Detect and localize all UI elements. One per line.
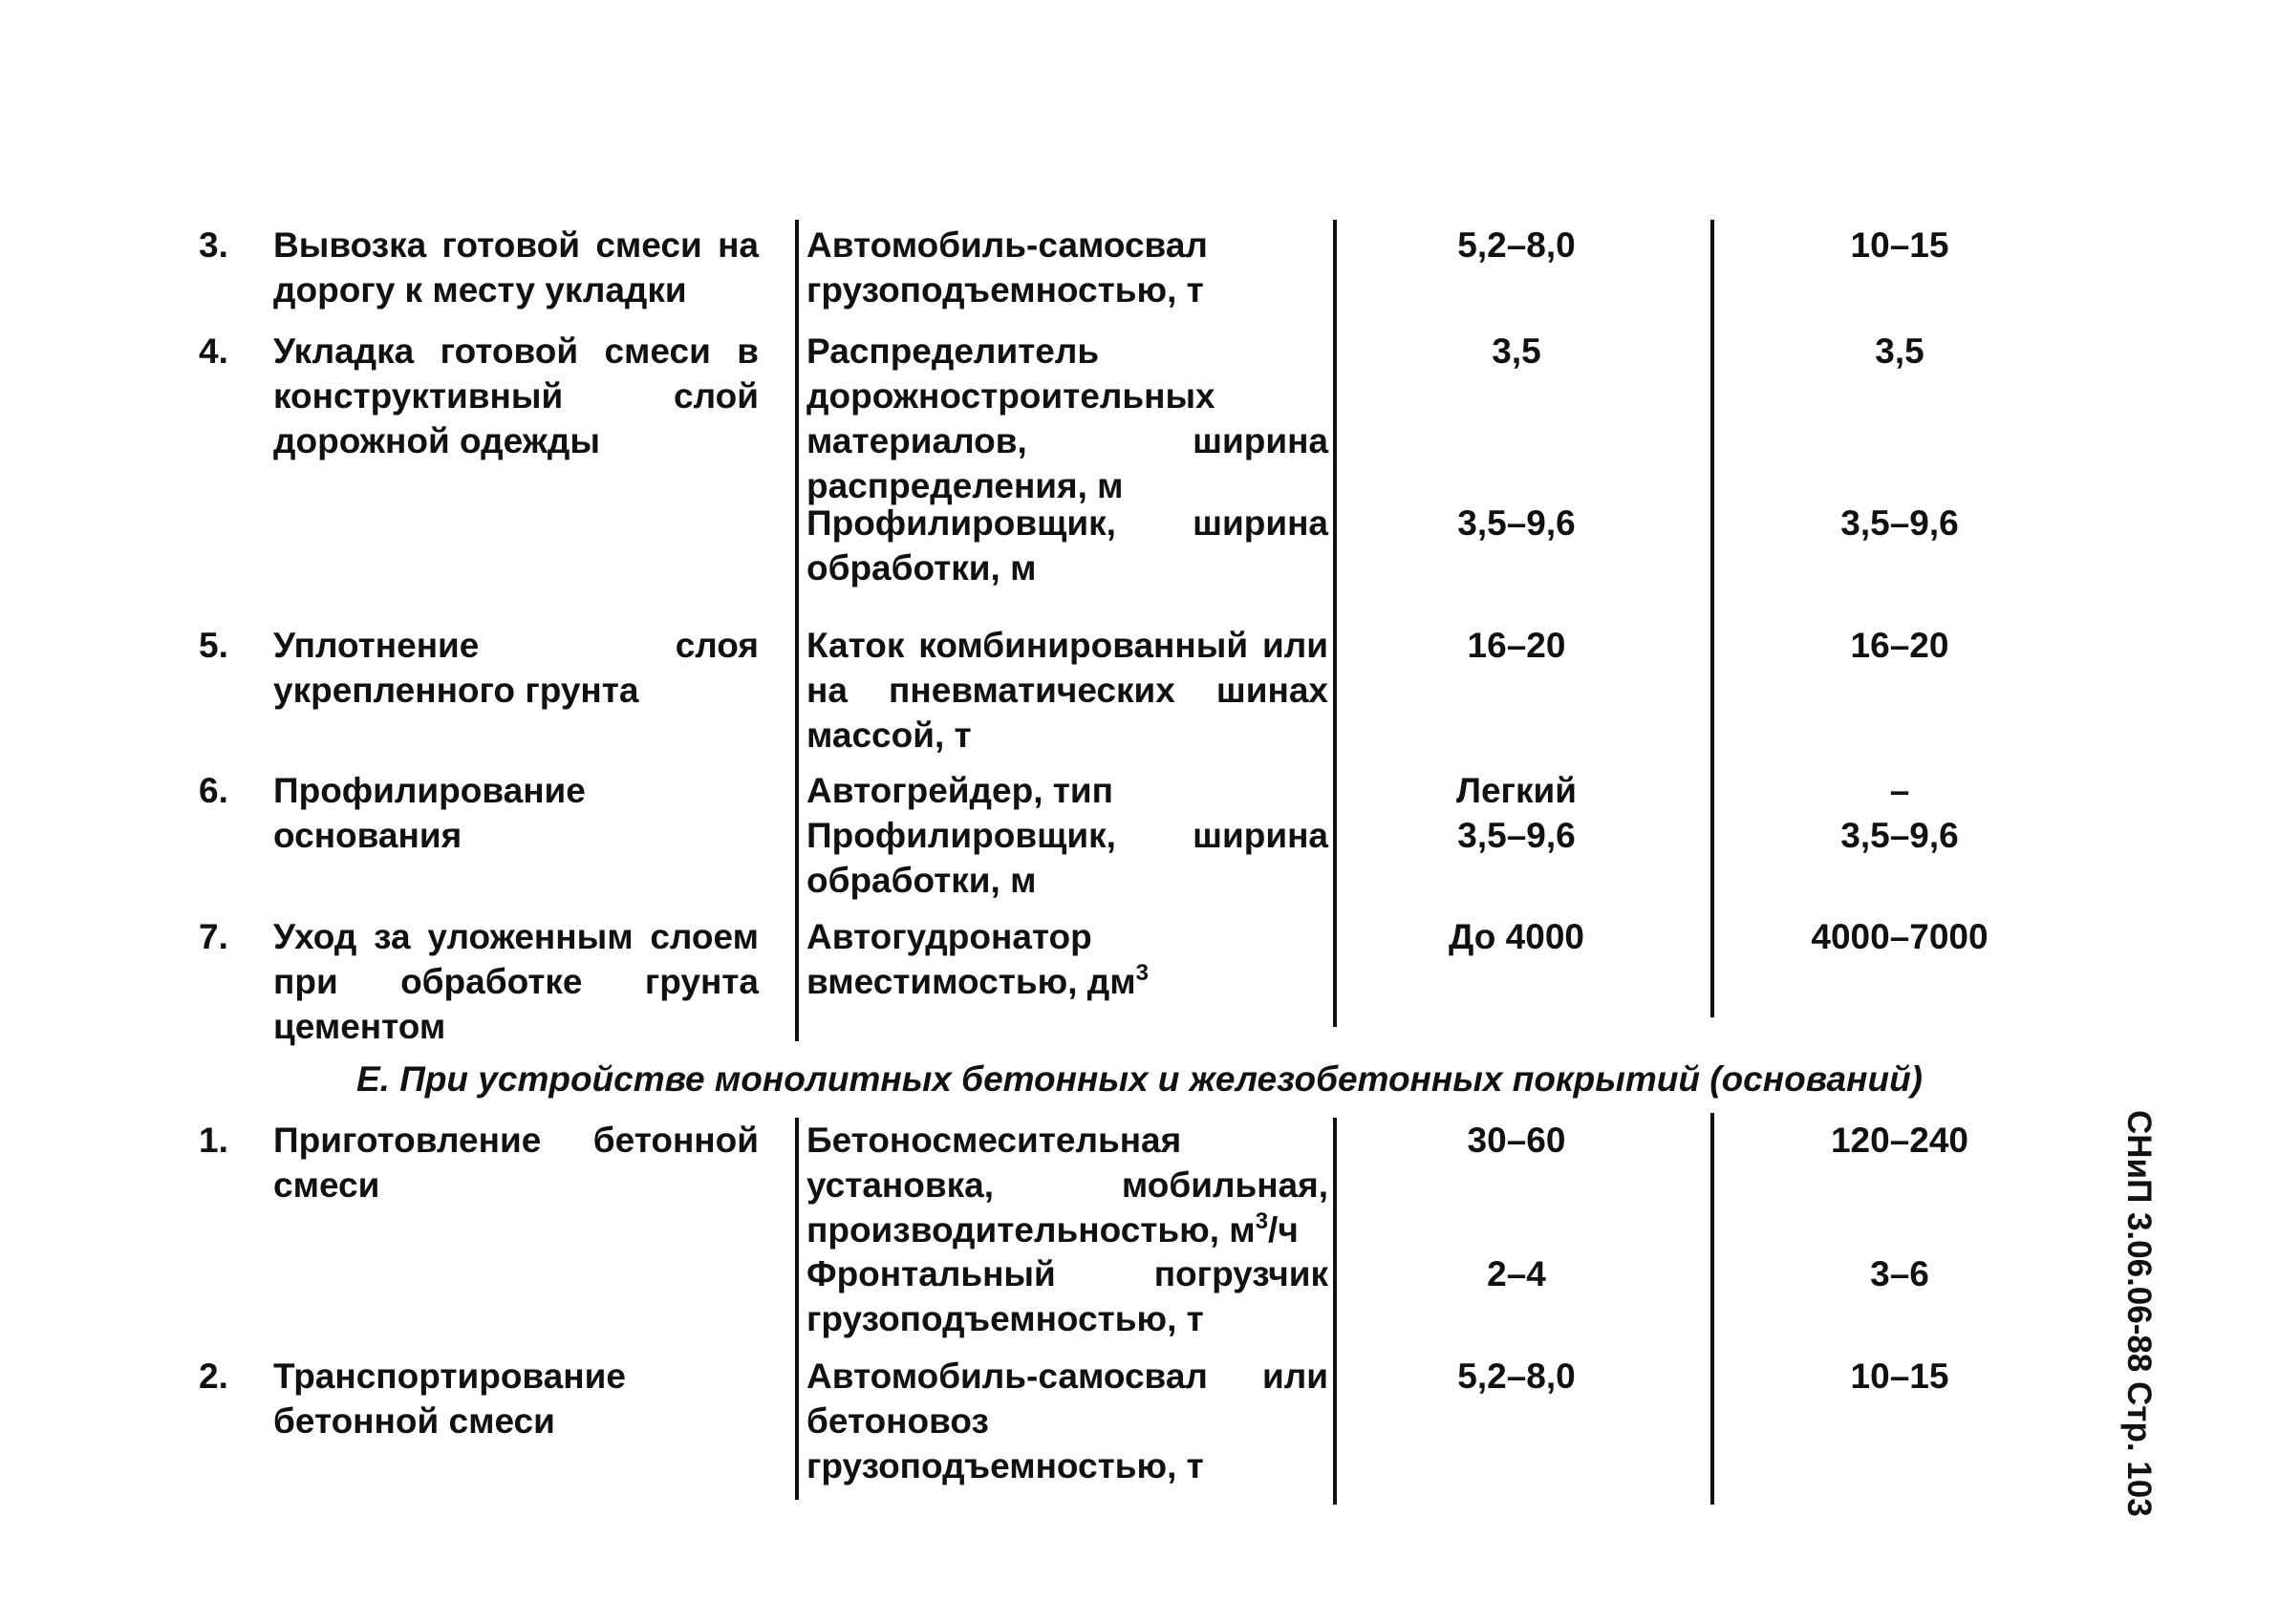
value-2-cell: 3–6	[1870, 1254, 1929, 1293]
value-1-cell: 16–20	[1467, 626, 1566, 665]
value-2-cell: 3,5–9,6	[1840, 816, 1959, 855]
value-1-cell: 3,5–9,6	[1457, 503, 1576, 543]
value-2-cell: 16–20	[1850, 626, 1949, 665]
section-title: Е. При устройстве монолитных бетонных и железобетонных покрытий (оснований)	[355, 1059, 1924, 1099]
operation-cell: Уход за уложенным слоем при обработке грунта цементом	[273, 917, 759, 1046]
value-2-cell: 3,5	[1875, 331, 1924, 371]
column-rule-left-bottom	[795, 1118, 799, 1500]
value-1-cell: 5,2–8,0	[1457, 225, 1576, 265]
value-2-cell: 120–240	[1830, 1121, 1969, 1160]
value-1-cell: До 4000	[1448, 917, 1584, 956]
equipment-cell: Распределитель дорожностроительных материалов, ширина распределения, м	[806, 331, 1328, 505]
column-rule-right-bottom	[1710, 1113, 1714, 1505]
page-running-header: СНиП 3.06.06-88 Стр. 103	[2120, 1110, 2158, 1517]
value-2-cell: 4000–7000	[1811, 917, 1989, 956]
equipment-cell: Фронтальный погрузчик грузоподъемностью, т	[806, 1254, 1328, 1338]
row-number: 2.	[199, 1357, 228, 1396]
equipment-text: Бетоносмесительная установка, мобильная, производительностью, м	[806, 1121, 1328, 1250]
equipment-text: Автогудронатор вместимостью, дм	[806, 917, 1136, 1001]
operation-cell: Приготовление бетонной смеси	[273, 1121, 759, 1205]
equipment-cell: Автомобиль-самосвал грузоподъемностью, т	[806, 225, 1208, 310]
value-2-cell: 3,5–9,6	[1840, 503, 1959, 543]
superscript-3: 3	[1135, 960, 1149, 986]
equipment-cell	[806, 914, 1328, 1004]
value-2-cell: 10–15	[1850, 225, 1949, 265]
column-rule-middle-bottom	[1333, 1118, 1337, 1505]
row-number: 4.	[199, 331, 228, 371]
operation-cell: Вывозка готовой смеси на дорогу к месту укладки	[273, 225, 759, 310]
value-1-cell: 2–4	[1487, 1254, 1546, 1293]
column-rule-left-top	[795, 220, 799, 1041]
equipment-cell	[806, 1118, 1328, 1252]
value-1-cell: 30–60	[1467, 1121, 1566, 1160]
operation-cell: Укладка готовой смеси в конструктивный слой дорожной одежды	[273, 331, 759, 460]
row-number: 3.	[199, 225, 228, 265]
operation-cell: Уплотнение слоя укрепленного грунта	[273, 626, 759, 710]
equipment-cell: Каток комбинированный или на пневматических шинах массой, т	[806, 626, 1328, 755]
superscript-3: 3	[1255, 1208, 1269, 1234]
row-number: 6.	[199, 771, 228, 810]
value-2-cell: –	[1889, 771, 1910, 810]
column-rule-right-top	[1710, 220, 1714, 1017]
row-number: 1.	[199, 1121, 228, 1160]
equipment-cell: Автогрейдер, тип	[806, 771, 1113, 810]
row-number: 7.	[199, 917, 228, 956]
value-1-cell: 3,5–9,6	[1457, 816, 1576, 855]
row-number: 5.	[199, 626, 228, 665]
operation-cell: Транспортирование бетонной смеси	[273, 1357, 626, 1441]
value-2-cell: 10–15	[1850, 1357, 1949, 1396]
operation-cell: Профилирование основания	[273, 771, 586, 855]
equipment-cell: Автомобиль-самосвал или бетоновоз грузоподъемностью, т	[806, 1357, 1328, 1485]
equipment-cell: Профилировщик, ширина обработки, м	[806, 503, 1328, 588]
equipment-cell: Профилировщик, ширина обработки, м	[806, 816, 1328, 900]
value-1-cell: 5,2–8,0	[1457, 1357, 1576, 1396]
column-rule-middle-top	[1333, 220, 1337, 1027]
value-1-cell: Легкий	[1456, 771, 1577, 810]
equipment-text-unit: /ч	[1268, 1210, 1299, 1250]
value-1-cell: 3,5	[1492, 331, 1541, 371]
